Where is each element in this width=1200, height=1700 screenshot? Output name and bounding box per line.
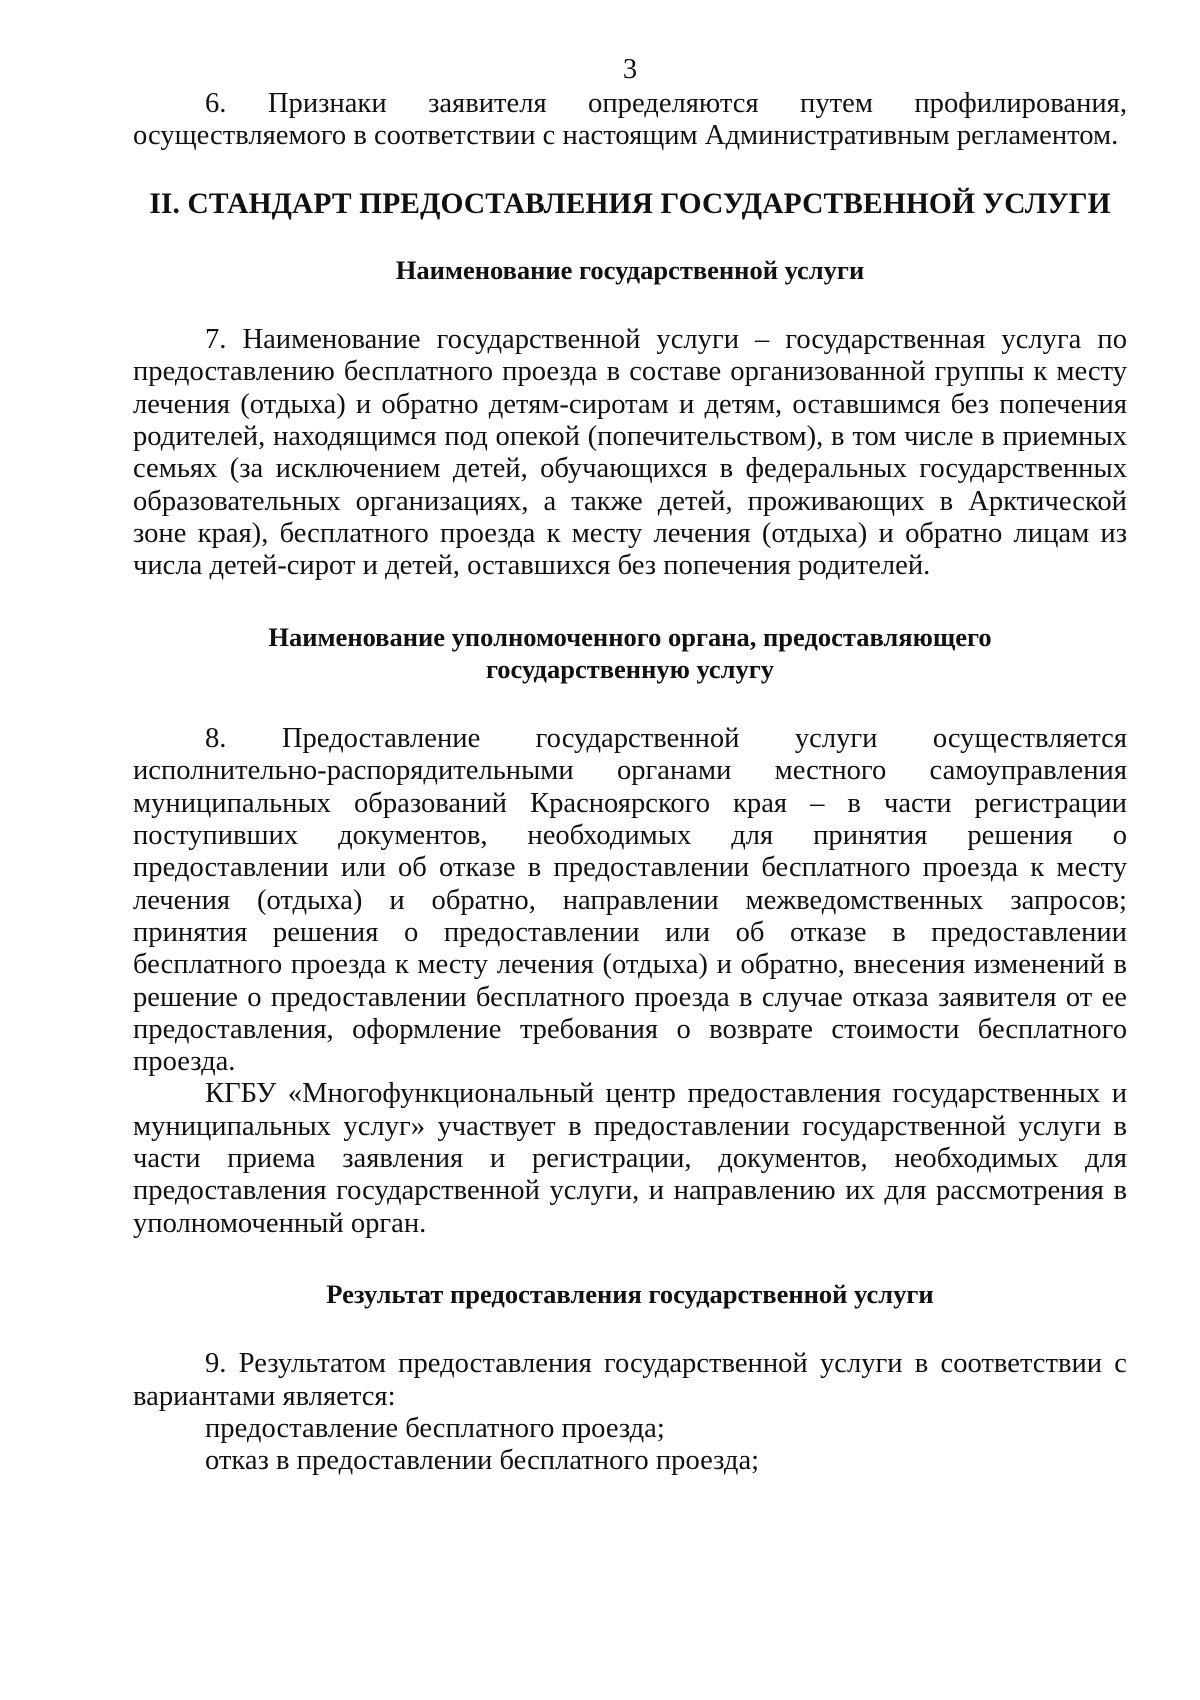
subsection-title-service-name: Наименование государственной услуги: [395, 254, 865, 285]
document-page: [133, 54, 1127, 1477]
subsection-title-line: государственную услугу: [485, 653, 775, 684]
paragraph-item-7: 7. Наименование государственной услуги – государственная услуга по предоставлению бесплатного проезда в составе организованной группы к месту лечения (отдыха) и обратно детям-сиротам и детям, оставшимся без попечения родителей, находящимся под опекой (попечительством), в том числе в приемных семьях (за исключением детей, обучающихся в федеральных государственных образовательных организациях, а также детей, проживающих в Арктической зоне края), бесплатного проезда к месту лечения (отдыха) и обратно лицам из числа детей-сирот и детей, оставшихся без попечения родителей.: [133, 324, 1127, 582]
list-item: отказ в предоставлении бесплатного проезда;: [205, 1445, 760, 1477]
paragraph-item-6: 6. Признаки заявителя определяются путем профилирования, осуществляемого в соответствии с настоящим Административным регламентом.: [133, 88, 1127, 152]
paragraph-item-8: 8. Предоставление государственной услуги осуществляется исполнительно-распорядительными органами местного самоуправления муниципальных образований Красноярского края – в части регистрации поступивших документов, необходимых для принятия решения о предоставлении или об отказе в предоставлении бесплатного проезда к месту лечения (отдыха) и обратно, направлении межведомственных запросов; принятия решения о предоставлении или об отказе в предоставлении бесплатного проезда к месту лечения (отдыха) и обратно, внесения изменений в решение о предоставлении бесплатного проезда в случае отказа заявителя от ее предоставления, оформление требования о возврате стоимости бесплатного проезда.: [133, 723, 1127, 1078]
subsection-title-result: Результат предоставления государственной услуги: [326, 1278, 934, 1309]
subsection-title-authority: [133, 621, 1127, 686]
section-title: II. СТАНДАРТ ПРЕДОСТАВЛЕНИЯ ГОСУДАРСТВЕННОЙ УСЛУГИ: [149, 187, 1111, 220]
list-item: предоставление бесплатного проезда;: [205, 1412, 665, 1444]
paragraph-item-8-mfc: КГБУ «Многофункциональный центр предоставления государственных и муниципальных услуг» участвует в предоставлении государственной услуги в части приема заявления и регистрации, документов, необходимых для предоставления государственной услуги, и направлению их для рассмотрения в уполномоченный орган.: [133, 1078, 1127, 1239]
page-number: 3: [622, 54, 638, 85]
paragraph-item-9: 9. Результатом предоставления государственной услуги в соответствии с вариантами является:: [133, 1348, 1127, 1412]
subsection-title-line: Наименование уполномоченного органа, предоставляющего: [268, 621, 992, 652]
